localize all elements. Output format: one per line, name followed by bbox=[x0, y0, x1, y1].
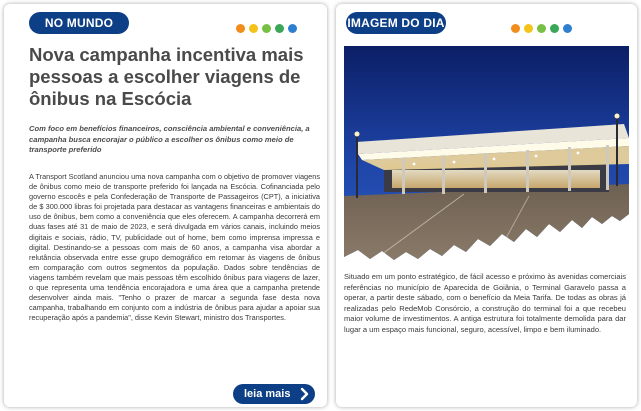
bus-terminal-photo bbox=[344, 46, 629, 260]
article-body: A Transport Scotland anunciou uma nova campanha com o objetivo de promover viagens de ônibus como meio de transporte preferido foi lançada na Escócia. Cofinanciada pelo governo escocês e pela Confederação de Transporte de Passageiros (CPT), a iniciativa de $ 300.000 libras foi projetada para destacar as vantagens financeiras e ambientais do uso de ônibus, bem como a conveniência que eles oferecem. A campanha decorrerá em duas fases até 31 de maio de 2023, e será divulgada em vários canais, incluindo meios digitais e sociais, rádio, TV, publicidade out of home, bem como imprensa impressa e digital. Destinando-se a pessoas com mais de 60 anos, a campanha visa abordar a relutância observada entre esse grupo demográfico em retornar às viagens de ônibus em comparação com outros segmentos da população. Dados sobre tendências de viagens também revelam que mais pessoas têm escolhido ônibus para viagens de lazer, o que representa uma tendência encorajadora e uma área que a campanha pretende desenvolver ainda mais. "Tenho o prazer de marcar a segunda fase desta nova campanha, trabalhando em conjunto com a indústria de ônibus para ajudar a apoiar sua recuperação após a pandemia", disse Kevin Stewart, ministro dos Transportes. bbox=[29, 172, 320, 323]
section-badge: NO MUNDO bbox=[29, 12, 129, 34]
chevron-right-icon bbox=[297, 387, 311, 401]
yellow-dot bbox=[524, 24, 533, 33]
yellow-dot bbox=[249, 24, 258, 33]
green-dot bbox=[275, 24, 284, 33]
orange-dot bbox=[236, 24, 245, 33]
color-dots bbox=[236, 24, 297, 33]
green-dot bbox=[550, 24, 559, 33]
article-headline: Nova campanha incentiva mais pessoas a escolher viagens de ônibus na Escócia bbox=[29, 44, 304, 109]
read-more-label: leia mais bbox=[244, 388, 291, 400]
blue-dot bbox=[563, 24, 572, 33]
section-badge: IMAGEM DO DIA bbox=[346, 12, 446, 34]
article-subheadline: Com foco em benefícios financeiros, consciência ambiental e conveniência, a campanha busca encorajar o público a escolher os ônibus como meio de transporte preferido bbox=[29, 124, 310, 155]
light-green-dot bbox=[537, 24, 546, 33]
orange-dot bbox=[511, 24, 520, 33]
blue-dot bbox=[288, 24, 297, 33]
read-more-button[interactable] bbox=[233, 384, 315, 404]
news-card bbox=[4, 4, 327, 407]
color-dots bbox=[511, 24, 572, 33]
photo-caption: Situado em um ponto estratégico, de fácil acesso e próximo às avenidas comerciais referências no município de Aparecida de Goiânia, o Terminal Garavelo passa a operar, a partir deste sábado, com o benefício da Meia Tarifa. De todas as obras já realizadas pelo RedeMob Consórcio, a construção do terminal foi a que recebeu maior volume de investimentos. A antiga estrutura foi totalmente demolida para dar lugar a um espaço mais funcional, seguro, acessível, limpo e bem iluminado. bbox=[344, 272, 626, 334]
light-green-dot bbox=[262, 24, 271, 33]
image-of-the-day-card bbox=[336, 4, 637, 407]
